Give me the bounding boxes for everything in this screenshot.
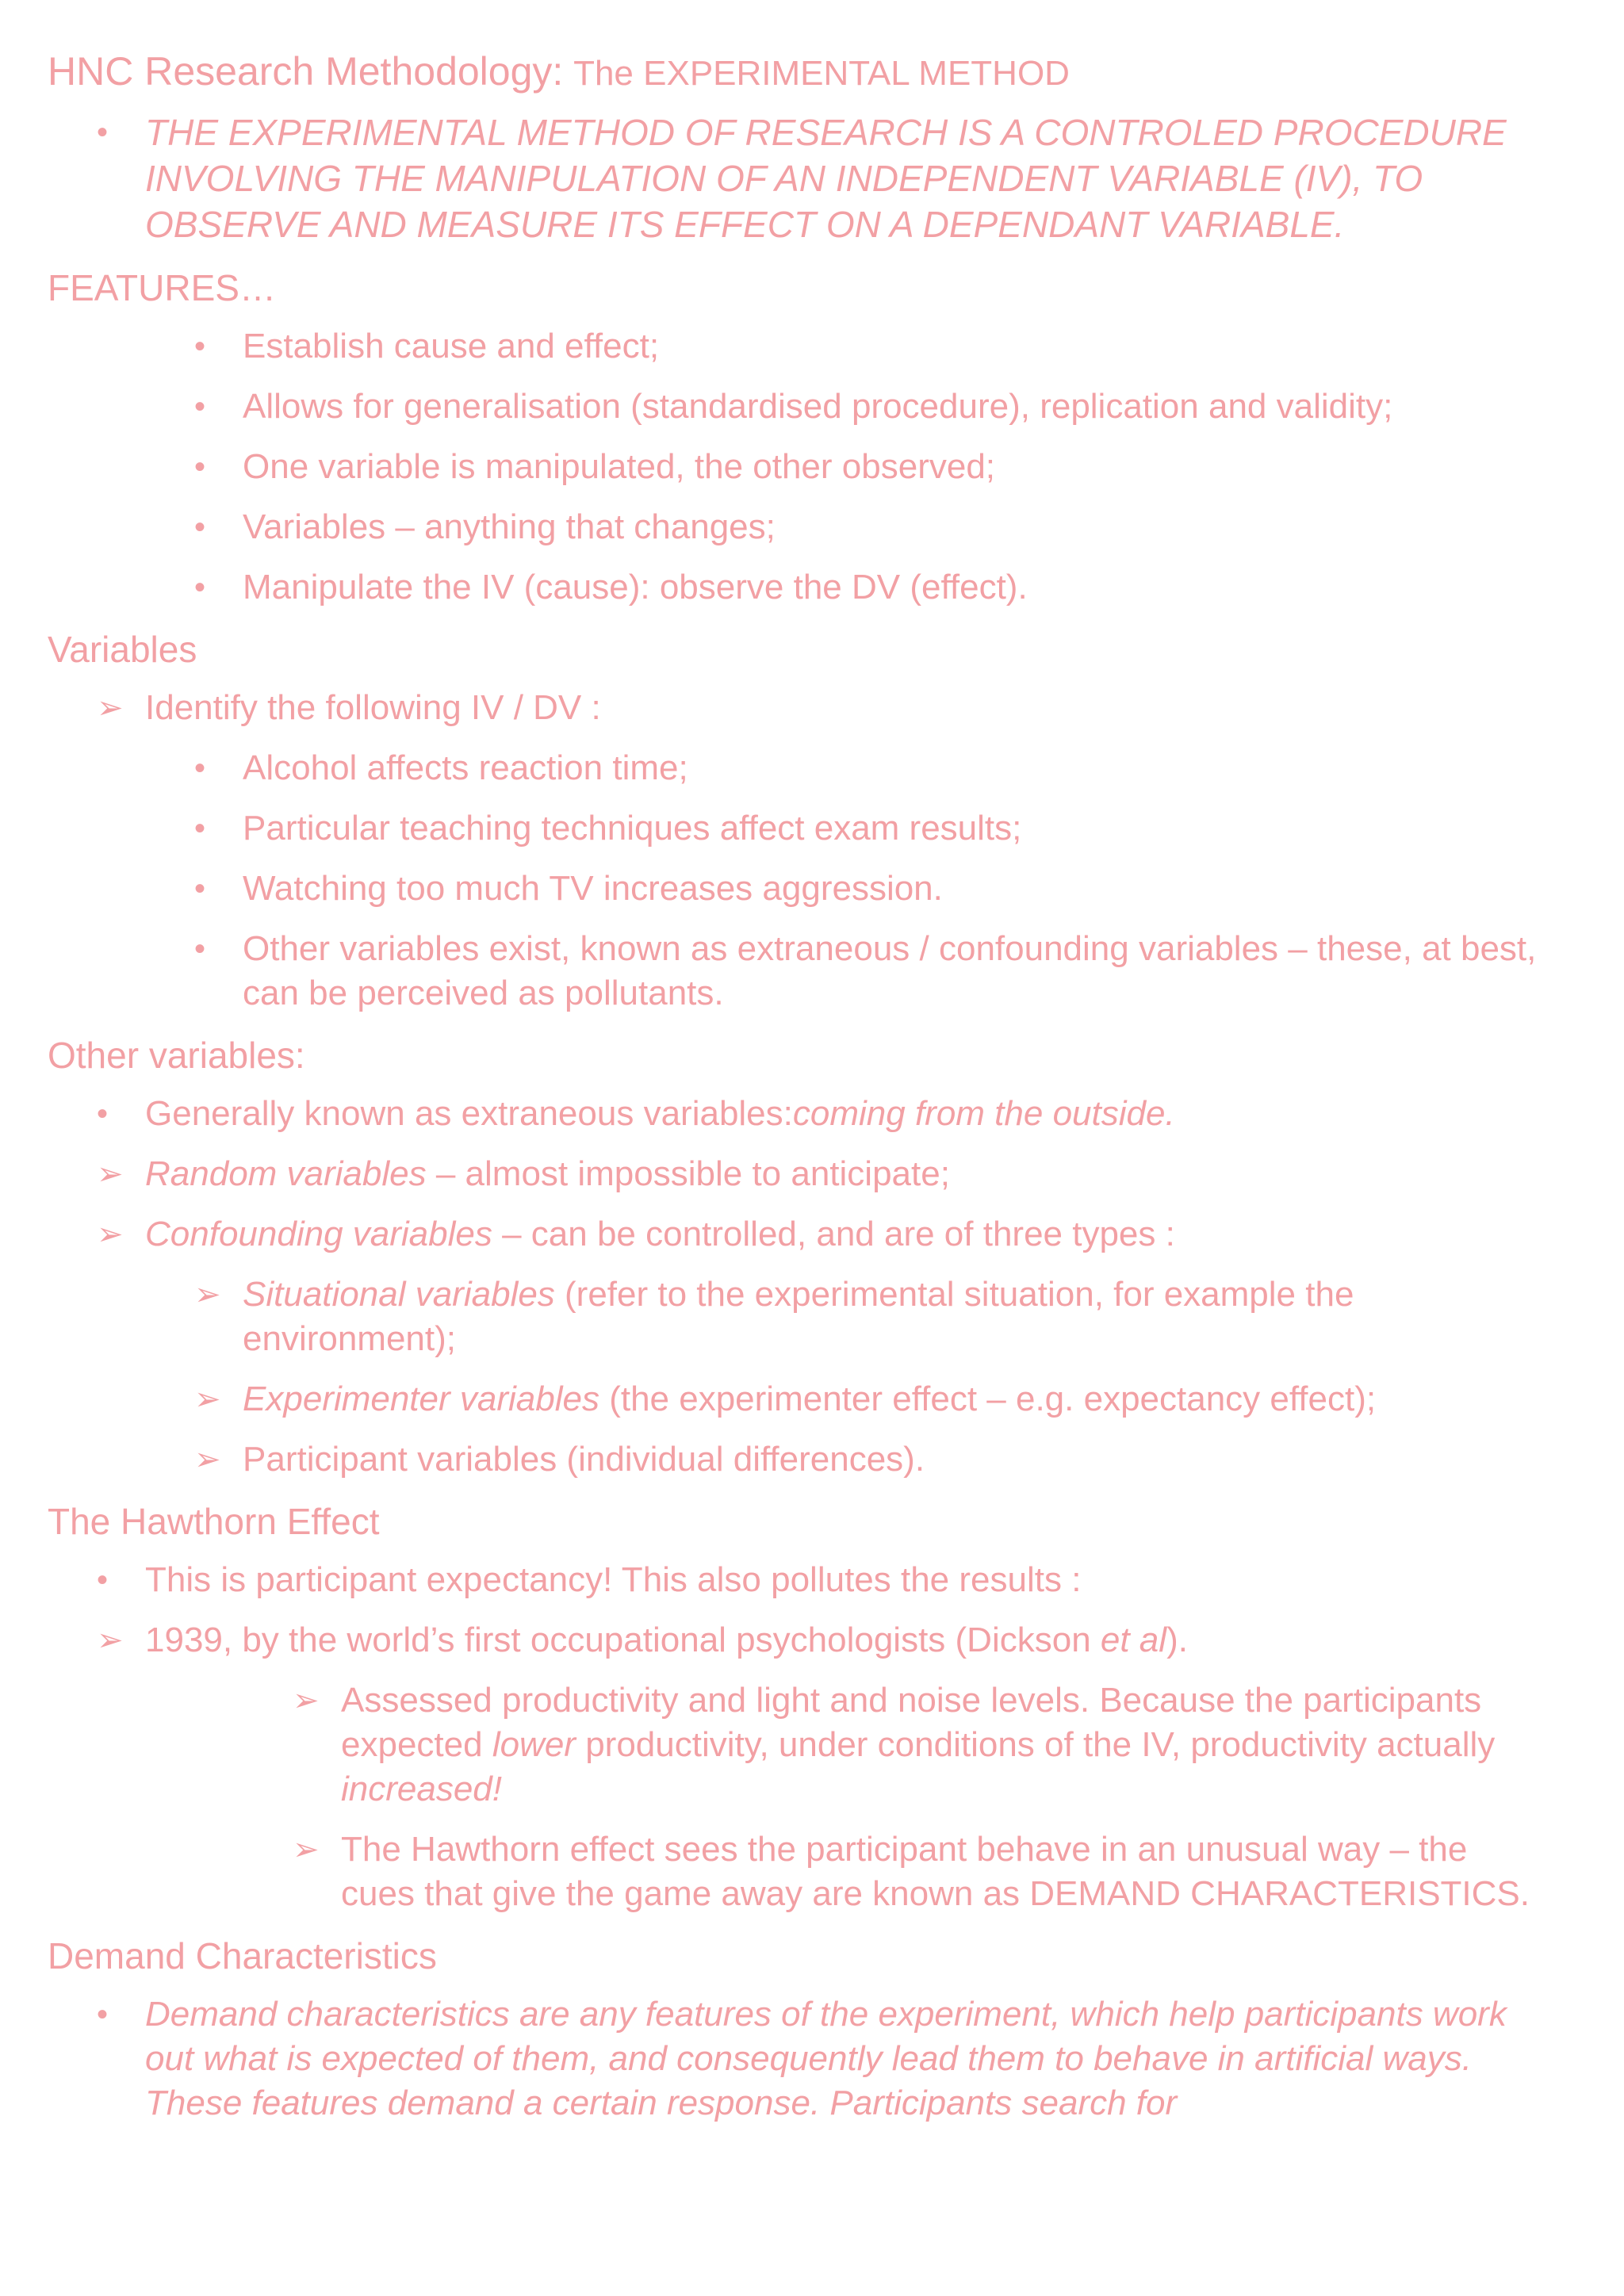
- extraneous-emphasis: coming from the outside.: [792, 1094, 1175, 1133]
- bullet-marker: •: [97, 1096, 109, 1131]
- hawthorn-effect-text: The Hawthorn effect sees the participant behave in an unusual way – the cues that give the game away are known as DEMAND CHARACTERISTICS.: [341, 1830, 1530, 1913]
- identify-text: Identify the following IV / DV :: [145, 688, 601, 727]
- bullet-marker: •: [194, 450, 206, 484]
- features-item: [0, 385, 1624, 429]
- demand-heading: Demand Characteristics: [48, 1935, 437, 1976]
- bullet-marker: •: [194, 932, 206, 966]
- arrow-marker: ➢: [97, 1157, 124, 1192]
- experimenter-variables-item: [0, 1377, 1624, 1422]
- variables-item-text: Particular teaching techniques affect exam results;: [243, 809, 1022, 848]
- bullet-marker: •: [194, 570, 206, 605]
- confounding-variables-item: [0, 1212, 1624, 1257]
- features-item-text: Manipulate the IV (cause): observe the DV (effect).: [243, 568, 1028, 607]
- expectancy-item: [0, 1558, 1624, 1602]
- features-item: [0, 324, 1624, 369]
- features-heading: FEATURES…: [48, 267, 276, 308]
- arrow-marker: ➢: [97, 1623, 124, 1658]
- history-item: [0, 1618, 1624, 1663]
- variables-item: [0, 927, 1624, 1016]
- features-item-text: Allows for generalisation (standardised procedure), replication and validity;: [243, 387, 1393, 426]
- assessed-text: Assessed productivity and light and noise levels. Because the participants expected: [341, 1681, 1482, 1764]
- arrow-marker: ➢: [194, 1277, 221, 1312]
- bullet-marker: •: [194, 751, 206, 786]
- extraneous-text: Generally known as extraneous variables:: [145, 1094, 793, 1133]
- document-title: [48, 48, 1624, 98]
- bullet-marker: •: [194, 389, 206, 424]
- features-item-text: Variables – anything that changes;: [243, 507, 776, 546]
- variables-item-text: Other variables exist, known as extraneous / confounding variables – these, at best, can be perceived as pollutants.: [243, 929, 1537, 1012]
- situational-variables-term: Situational variables: [243, 1275, 555, 1314]
- demand-item: [0, 1992, 1624, 2126]
- title-sub: The EXPERIMENTAL METHOD: [573, 54, 1070, 93]
- variables-item-text: Alcohol affects reaction time;: [243, 748, 688, 787]
- bullet-marker: •: [194, 329, 206, 364]
- assessed-lower: lower: [492, 1725, 576, 1764]
- hawthorn-effect-item: [0, 1827, 1624, 1916]
- features-item: [0, 445, 1624, 489]
- participant-variables-text: Participant variables (individual differences).: [243, 1440, 925, 1479]
- hawthorn-heading: The Hawthorn Effect: [48, 1501, 380, 1542]
- bullet-marker: •: [97, 1997, 109, 2032]
- random-variables-term: Random variables: [145, 1154, 427, 1193]
- confounding-variables-term: Confounding variables: [145, 1215, 492, 1253]
- expectancy-text: This is participant expectancy! This also pollutes the results :: [145, 1560, 1082, 1599]
- features-item-text: Establish cause and effect;: [243, 327, 660, 365]
- random-variables-item: [0, 1152, 1624, 1196]
- assessed-increased: increased!: [341, 1770, 503, 1808]
- history-end: ).: [1166, 1621, 1188, 1659]
- bullet-marker: •: [97, 1563, 109, 1598]
- title-main: HNC Research Methodology:: [48, 49, 564, 94]
- definition-item: [0, 110, 1624, 248]
- experimenter-variables-term: Experimenter variables: [243, 1380, 599, 1418]
- arrow-marker: ➢: [194, 1382, 221, 1417]
- history-text: 1939, by the world’s first occupational psychologists (Dickson: [145, 1621, 1101, 1659]
- arrow-marker: ➢: [293, 1683, 320, 1718]
- features-item: [0, 505, 1624, 549]
- definition-text: THE EXPERIMENTAL METHOD OF RESEARCH IS A CONTROLED PROCEDURE INVOLVING THE MANIPULATION OF AN INDEPENDENT VARIABLE (IV), TO OBSERVE AND MEASURE ITS EFFECT ON A DEPENDANT VARIABLE.: [145, 112, 1507, 245]
- features-item-text: One variable is manipulated, the other observed;: [243, 447, 996, 486]
- assessed-text-2: productivity, under conditions of the IV, productivity actually: [575, 1725, 1496, 1764]
- random-variables-text: – almost impossible to anticipate;: [426, 1154, 950, 1193]
- bullet-marker: •: [194, 871, 206, 906]
- assessed-item: [0, 1678, 1624, 1812]
- situational-variables-item: [0, 1272, 1624, 1361]
- bullet-marker: •: [194, 811, 206, 846]
- extraneous-item: [0, 1092, 1624, 1136]
- variables-item: [0, 867, 1624, 911]
- variables-item-text: Watching too much TV increases aggression.: [243, 869, 943, 908]
- variables-heading: Variables: [48, 629, 197, 670]
- demand-text: Demand characteristics are any features of the experiment, which help participants work out what is expected of them, and consequently lead them to behave in artificial ways. These features demand a certain response. Participants search for: [145, 1995, 1507, 2122]
- variables-item: [0, 746, 1624, 790]
- arrow-marker: ➢: [194, 1442, 221, 1477]
- bullet-marker: •: [97, 115, 109, 150]
- arrow-marker: ➢: [293, 1832, 320, 1867]
- confounding-variables-text: – can be controlled, and are of three types :: [492, 1215, 1175, 1253]
- features-item: [0, 565, 1624, 610]
- history-emphasis: et al: [1100, 1621, 1167, 1659]
- arrow-marker: ➢: [97, 691, 124, 725]
- bullet-marker: •: [194, 510, 206, 545]
- identify-item: [0, 686, 1624, 730]
- participant-variables-item: [0, 1437, 1624, 1482]
- other-variables-heading: Other variables:: [48, 1035, 305, 1076]
- variables-item: [0, 806, 1624, 851]
- situational-variables-text: (refer to the experimental situation, for example the environment);: [243, 1275, 1354, 1358]
- experimenter-variables-text: (the experimenter effect – e.g. expectancy effect);: [599, 1380, 1377, 1418]
- arrow-marker: ➢: [97, 1217, 124, 1252]
